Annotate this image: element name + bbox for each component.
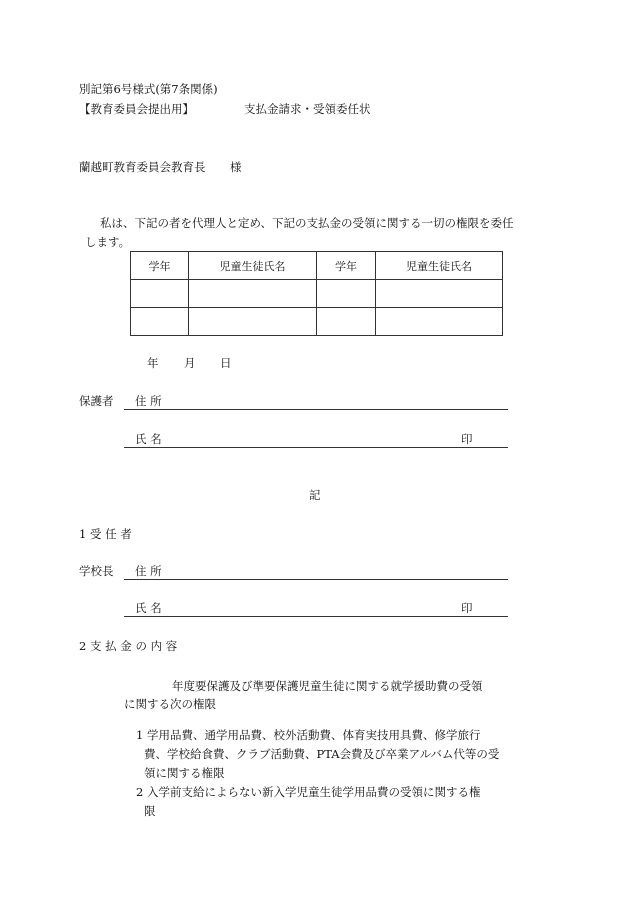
section-2-paragraph-line-1: 年度要保護及び準要保護児童生徒に関する就学援助費の受領 xyxy=(172,679,483,693)
guardian-label: 保護者 xyxy=(79,394,114,408)
table-cell[interactable] xyxy=(131,280,189,308)
form-number: 別記第6号様式(第7条関係) xyxy=(79,82,218,96)
item-1-line-2: 費、学校給食費、クラブ活動費、PTA会費及び卒業アルバム代等の受 xyxy=(144,747,500,761)
header-student-name-2: 児童生徒氏名 xyxy=(376,252,503,280)
principal-address-label: 住 所 xyxy=(135,564,162,578)
guardian-seal-mark: 印 xyxy=(461,432,473,446)
header-student-name-1: 児童生徒氏名 xyxy=(189,252,317,280)
section-2-paragraph-line-2: に関する次の権限 xyxy=(124,697,216,711)
addressee-name: 蘭越町教育委員会教育長 xyxy=(79,160,206,174)
principal-address-line[interactable] xyxy=(124,579,508,580)
table-cell[interactable] xyxy=(317,308,376,336)
principal-label: 学校長 xyxy=(79,564,114,578)
submit-to-label: 【教育委員会提出用】 xyxy=(79,102,194,116)
date-month: 月 xyxy=(184,356,196,370)
principal-name-line[interactable] xyxy=(124,616,508,617)
table-row xyxy=(131,308,503,336)
guardian-name-line[interactable] xyxy=(124,447,508,448)
header-grade-2: 学年 xyxy=(317,252,376,280)
principal-name-label: 氏 名 xyxy=(135,601,162,615)
student-table xyxy=(130,251,503,336)
date-day: 日 xyxy=(220,356,232,370)
guardian-address-label: 住 所 xyxy=(135,394,162,408)
table-header-row xyxy=(131,252,503,280)
table-cell[interactable] xyxy=(317,280,376,308)
item-1-line-3: 領に関する権限 xyxy=(144,766,225,780)
principal-seal-mark: 印 xyxy=(461,601,473,615)
item-1-line-1: 1 学用品費、通学用品費、校外活動費、体育実技用具費、修学旅行 xyxy=(136,728,481,742)
header-grade-1: 学年 xyxy=(131,252,189,280)
guardian-name-label: 氏 名 xyxy=(135,432,162,446)
date-year: 年 xyxy=(147,356,159,370)
table-cell[interactable] xyxy=(131,308,189,336)
section-2-heading: 2 支 払 金 の 内 容 xyxy=(79,639,178,653)
document-title: 支払金請求・受領委任状 xyxy=(244,102,371,116)
table-cell[interactable] xyxy=(189,280,317,308)
addressee-honorific: 様 xyxy=(230,160,242,174)
table-cell[interactable] xyxy=(376,308,503,336)
table-cell[interactable] xyxy=(189,308,317,336)
ki-label: 記 xyxy=(309,488,321,502)
section-1-heading: 1 受 任 者 xyxy=(79,527,132,541)
table-cell[interactable] xyxy=(376,280,503,308)
guardian-address-line[interactable] xyxy=(124,409,508,410)
intro-line-2: します。 xyxy=(85,235,131,249)
item-2-line-2: 限 xyxy=(144,804,156,818)
intro-line-1: 私は、下記の者を代理人と定め、下記の支払金の受領に関する一切の権限を委任 xyxy=(100,216,514,230)
item-2-line-1: 2 入学前支給によらない新入学児童生徒学用品費の受領に関する権 xyxy=(136,785,481,799)
table-row xyxy=(131,280,503,308)
